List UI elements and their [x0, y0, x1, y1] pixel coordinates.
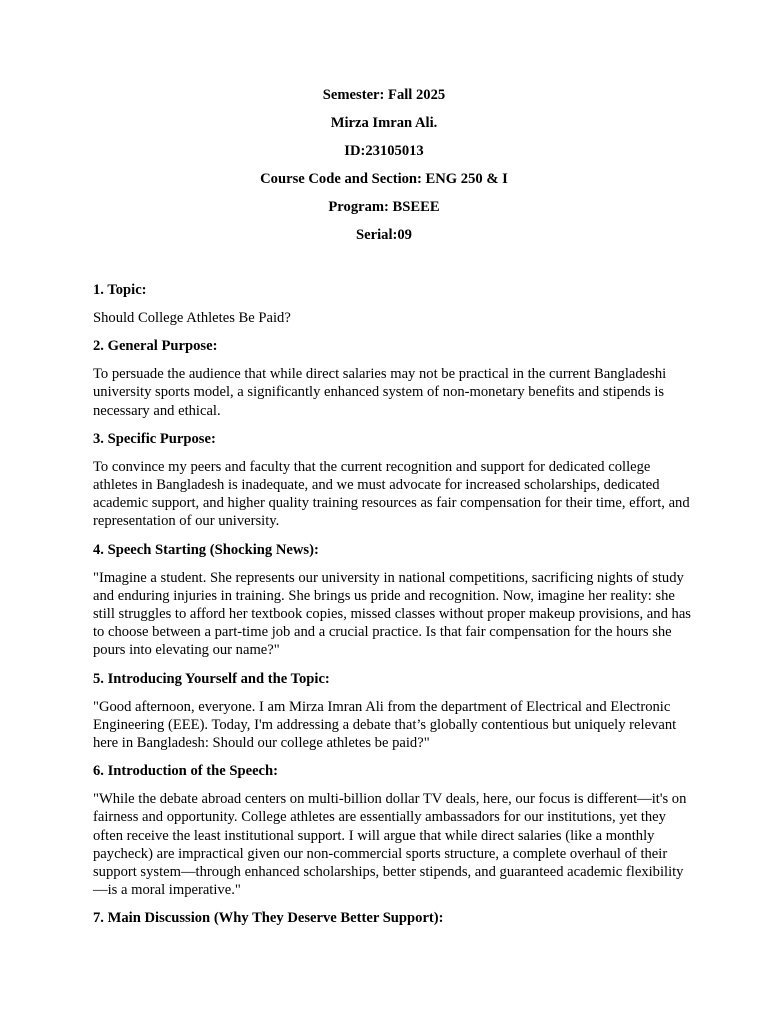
section-heading-introduction: 6. Introduction of the Speech:	[93, 763, 278, 780]
serial-line: Serial:09	[356, 227, 412, 243]
section-heading-main-discussion: 7. Main Discussion (Why They Deserve Better Support):	[93, 910, 444, 927]
student-name: Mirza Imran Ali.	[330, 115, 438, 131]
section-heading-speech-starting: 4. Speech Starting (Shocking News):	[93, 541, 319, 558]
section-text-specific-purpose: To convince my peers and faculty that the current recognition and support for dedicated college athletes in Bangladesh is inadequate, and we must advocate for increased scholarships, dedicated academic support, and higher quality training resources as fair compensation for their time, effort, and representation of our university.	[93, 458, 690, 530]
student-id: ID:23105013	[344, 143, 424, 159]
program-line: Program: BSEEE	[328, 199, 440, 215]
semester-line: Semester: Fall 2025	[322, 87, 446, 103]
section-text-speech-starting: "Imagine a student. She represents our university in national competitions, sacrificing nights of study and enduring injuries in training. She brings us pride and recognition. Now, imagine her reality: she still struggles to afford her textbook copies, missed classes without proper makeup provisions, and has to choose between a part-time job and a crucial practice. Is that fair compensation for the hours she pours into elevating our name?"	[93, 569, 691, 659]
section-heading-general-purpose: 2. General Purpose:	[93, 338, 218, 355]
section-heading-introducing: 5. Introducing Yourself and the Topic:	[93, 670, 330, 687]
section-text-general-purpose: To persuade the audience that while direct salaries may not be practical in the current Bangladeshi university sports model, a significantly enhanced system of non-monetary benefits and stipends is necessary and ethical.	[93, 366, 667, 419]
section-text-introduction: "While the debate abroad centers on multi-billion dollar TV deals, here, our focus is different—it's on fairness and opportunity. College athletes are essentially ambassadors for our institutions, yet they often receive the least institutional support. I will argue that while direct salaries (like a monthly paycheck) are impractical given our non-commercial sports structure, a complete overhaul of their support system—through enhanced scholarships, better stipends, and guaranteed academic flexibility—is a moral imperative."	[93, 791, 687, 899]
document-header	[70, 86, 698, 244]
section-text-introducing: "Good afternoon, everyone. I am Mirza Imran Ali from the department of Electrical and Electronic Engineering (EEE). Today, I'm addressing a debate that’s globally contentious but uniquely relevant here in Bangladesh: Should our college athletes be paid?"	[93, 698, 677, 752]
section-heading-topic: 1. Topic:	[93, 282, 147, 298]
document-body	[93, 281, 698, 927]
course-code: Course Code and Section: ENG 250 & I	[260, 171, 508, 187]
section-heading-specific-purpose: 3. Specific Purpose:	[93, 430, 216, 447]
section-text-topic: Should College Athletes Be Paid?	[93, 310, 291, 326]
